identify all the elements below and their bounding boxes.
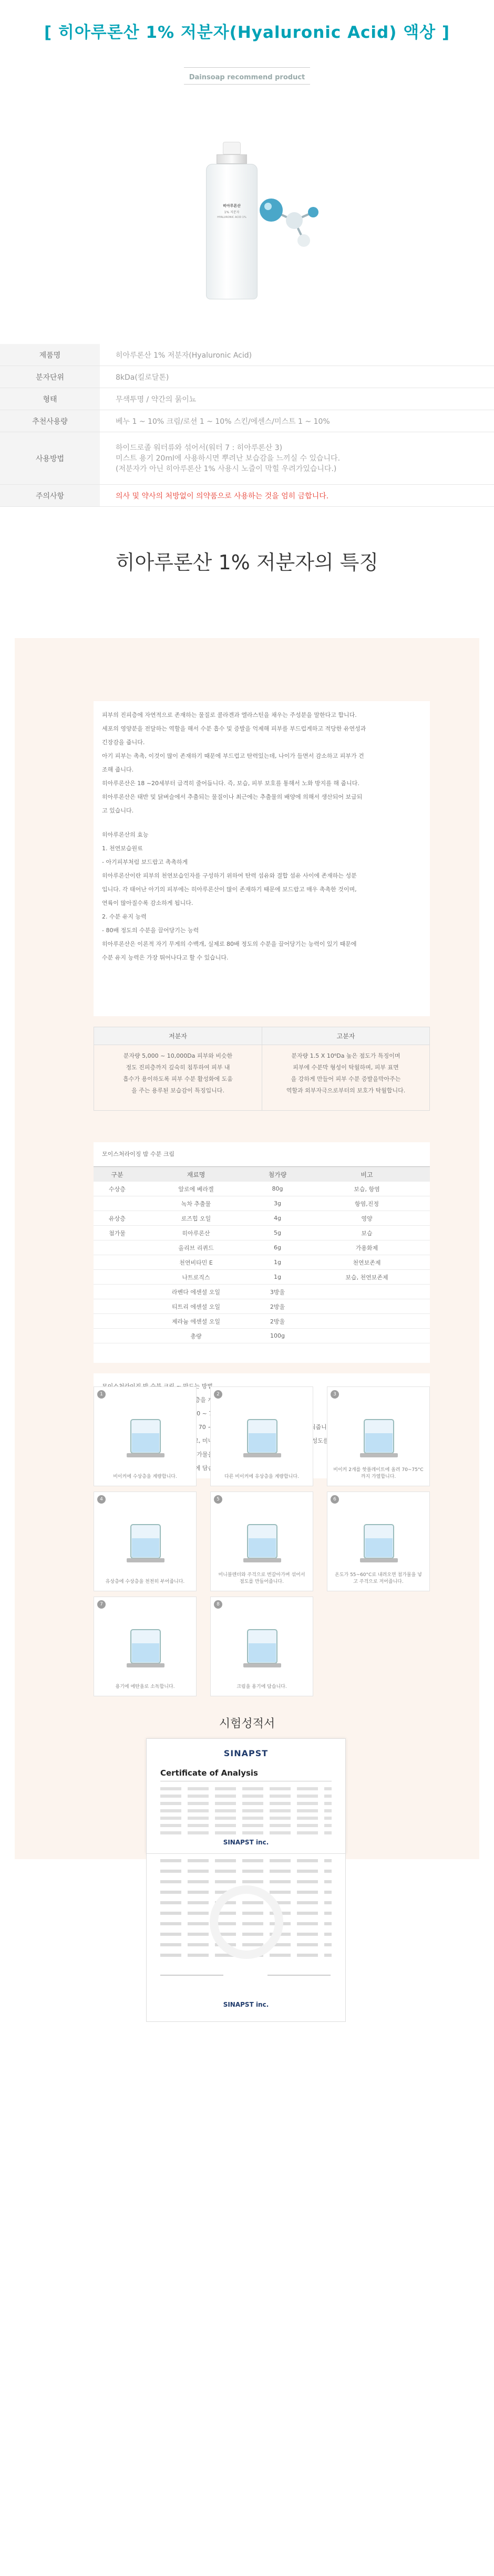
recipe-header: 구분 — [94, 1167, 141, 1182]
method-step: 70 맞춰줍니다. — [198, 1424, 334, 1431]
intro-text — [102, 708, 423, 818]
recipe-cell-amount: 3방울 — [251, 1285, 304, 1299]
recipe-cell-note: 천연보존제 — [304, 1255, 430, 1270]
recipe-cell-group — [94, 1196, 141, 1211]
desc-line: 역할과 외부자극으로부터의 보호가 탁월합니다. — [286, 1087, 406, 1094]
step-card — [94, 1597, 197, 1696]
effects-line: 2. 수분 유지 능력 — [102, 913, 147, 920]
step-number: 8 — [214, 1600, 222, 1609]
recipe-cell-name: 히아루론산 — [141, 1226, 251, 1240]
step-card — [327, 1492, 430, 1591]
desc-line: 을 강하게 만들어 피부 수분 증발을막아주는 — [291, 1076, 401, 1082]
info-key: 주의사항 — [0, 485, 100, 506]
recipe-cell-name: 천연비타민 E — [141, 1255, 251, 1270]
recipe-cell-group: 유상층 — [94, 1211, 141, 1226]
bottle-label-name: 1% 저분자 — [224, 211, 240, 214]
coa-row — [160, 1880, 332, 1883]
coa-footer-logo: SINAPST inc. — [223, 1839, 269, 1846]
intro-line: 조해 줍니다. — [102, 766, 134, 773]
effects-line: 입니다. 각 태어난 아기의 피부에는 히아루론산이 많이 존재하기 때문에 보드랍고 매우 촉촉한 것이며, — [102, 886, 357, 893]
recipe-header: 재료명 — [141, 1167, 251, 1182]
coa-row — [160, 1817, 332, 1820]
coa-row — [160, 1787, 332, 1790]
step-card — [94, 1492, 197, 1591]
signature-line — [267, 1975, 331, 1976]
step-illustration-icon — [232, 1504, 293, 1567]
usage-line: 미스트 용기 20ml에 사용하시면 뿌려난 보습감을 느끼실 수 있습니다. — [116, 454, 341, 463]
step-number: 2 — [214, 1390, 222, 1399]
step-number: 6 — [331, 1495, 339, 1504]
effects-line: 히아루론산은 이론적 자기 무게의 수백개, 실제로 80배 정도의 수분을 끌어당기는 능력이 있기 때문에 — [102, 941, 357, 947]
recipe-table — [94, 1166, 430, 1345]
info-value: 무색투명 / 약간의 묽이뇨 — [116, 395, 197, 404]
step-card — [210, 1386, 313, 1486]
usage-line: (저분자가 아닌 히아루론산 1% 사용시 노즐이 막힐 우려가있습니다.) — [116, 464, 337, 473]
recipe-cell-note: 가용화제 — [304, 1240, 430, 1255]
intro-line: 세포의 영양분을 전달하는 역할을 해서 수분 흡수 및 증발을 억제해 피부를 부드럽게하고 적당한 유연성과 — [102, 725, 366, 732]
method-step: 70 ~ — [193, 1410, 207, 1417]
method-step: 첨가물을 — [191, 1451, 214, 1458]
recipe-cell-group — [94, 1299, 141, 1314]
divider — [184, 67, 310, 68]
info-value: 히아루론산 1% 저분자(Hyaluronic Acid) — [116, 351, 252, 360]
intro-line: 아기 피부는 촉촉, 이것이 많이 존재하기 때문에 부드럽고 탄력있는데, 나이가 들면서 감소하고 피부가 건 — [102, 753, 364, 759]
recipe-cell-group — [94, 1314, 141, 1329]
info-row-usage — [0, 432, 494, 485]
effects-text — [102, 828, 423, 965]
intro-line: 히아루론산은 태반 및 닭벼슬에서 추출되는 물질이나 최근에는 추출물의 배양에 의해서 생산되어 보급되 — [102, 794, 363, 800]
effects-line: - 80배 정도의 수분을 끌어당기는 능력 — [102, 927, 199, 934]
info-key: 분자단위 — [0, 366, 100, 388]
coa-row — [160, 1859, 332, 1862]
recipe-cell-name: 올리브 리퀴드 — [141, 1240, 251, 1255]
feature-panel — [15, 638, 479, 1859]
step-illustration-icon — [115, 1609, 176, 1672]
recipe-header: 비고 — [304, 1167, 430, 1182]
effects-title: 히아루론산의 효능 — [102, 831, 149, 838]
recipe-cell-name: 티트리 에센셜 오일 — [141, 1299, 251, 1314]
method-step: 미니 성도를 — [202, 1437, 329, 1444]
bottle-label-en: HYALURONIC ACID 1% — [217, 216, 246, 219]
coa-section-title: 시험성적서 — [219, 1717, 275, 1730]
step-number: 1 — [97, 1390, 106, 1399]
recipe-cell-name: 로즈힙 오일 — [141, 1211, 251, 1226]
effects-line: 연륙이 많아질수록 감소하게 됩니다. — [102, 900, 193, 906]
recipe-cell-group — [94, 1255, 141, 1270]
bottle-label-brand: 히아루론산 — [223, 204, 241, 208]
info-row-dosage — [0, 410, 494, 432]
desc-line: 피부에 수분막 형성이 탁월하며, 피부 표면 — [293, 1064, 399, 1071]
recipe-cell-amount: 1g — [251, 1270, 304, 1285]
bottle-cap — [223, 142, 241, 154]
info-row-product-name — [0, 344, 494, 366]
recipe-cell-note: 항염,진정 — [304, 1196, 430, 1211]
step-card — [327, 1386, 430, 1486]
product-title: [ 히아루론산 1% 저분자(Hyaluronic Acid) 액상 ] — [44, 23, 450, 42]
recipe-cell-name: 녹차 추출물 — [141, 1196, 251, 1211]
desc-line: 을 주는 용루된 보습감이 특징입니다. — [131, 1087, 224, 1094]
recipe-cell-name: 총량 — [141, 1329, 251, 1343]
info-key: 사용방법 — [0, 432, 100, 484]
recipe-cell-amount: 2방울 — [251, 1314, 304, 1329]
recipe-cell-amount: 2방울 — [251, 1299, 304, 1314]
features-title: 히아루론산 1% 저분자의 특징 — [115, 551, 379, 574]
recipe-cell-note: 보습 — [304, 1226, 430, 1240]
step-illustration-icon — [348, 1399, 409, 1462]
effects-line: 1. 천연보습원료 — [102, 845, 143, 852]
coa-row — [160, 1802, 332, 1805]
info-key: 형태 — [0, 388, 100, 410]
step-illustration-icon — [232, 1399, 293, 1462]
recipe-cell-note — [304, 1329, 430, 1343]
divider — [184, 84, 310, 85]
step-card — [210, 1597, 313, 1696]
desc-line: 분자량 5,000 ~ 10,000Da 피부와 비슷한 — [123, 1052, 233, 1059]
step-number: 7 — [97, 1600, 106, 1609]
step-illustration-icon — [348, 1504, 409, 1567]
effects-line: 히아루론산이란 피부의 천연보습인자를 구성하기 위하여 탄력 섬유와 결합 섬유 사이에 존재하는 성분 — [102, 872, 357, 879]
low-molecular-desc — [94, 1045, 262, 1110]
recipe-cell-note — [304, 1285, 430, 1299]
step-caption: 비이커 2개를 핫플레이트에 올려 70~75°C까지 가열합니다. — [333, 1467, 424, 1479]
coa-heading: Certificate of Analysis — [160, 1768, 258, 1778]
coa-row — [160, 1809, 332, 1812]
coa-document-continued — [146, 1854, 346, 2022]
recipe-cell-amount: 1g — [251, 1255, 304, 1270]
coa-row — [160, 1870, 332, 1873]
molecule-illustration — [247, 179, 321, 252]
info-key: 추천사용량 — [0, 410, 100, 432]
recipe-cell-note: 영양 — [304, 1211, 430, 1226]
coa-watermark — [210, 1885, 283, 1959]
info-value: 8kDa(킬로달톤) — [116, 373, 169, 382]
signature-line — [160, 1975, 223, 1976]
step-caption: 비이커에 수상층을 계량합니다. — [113, 1474, 177, 1479]
intro-line: 긴장감을 줍니다. — [102, 739, 145, 746]
recipe-cell-name: 제라늄 에센셜 오일 — [141, 1314, 251, 1329]
step-illustration-icon — [232, 1609, 293, 1672]
coa-document — [146, 1738, 346, 1854]
molecular-comparison-table — [94, 1027, 430, 1111]
coa-footer-logo: SINAPST inc. — [223, 2001, 269, 2008]
recipe-cell-note: 보습, 항염 — [304, 1182, 430, 1196]
info-value: 베누 1 ~ 10% 크림/로션 1 ~ 10% 스킨/에센스/미스트 1 ~ 10% — [116, 417, 330, 426]
step-caption: 크림을 용기에 담습니다. — [236, 1684, 287, 1689]
coa-row — [160, 1831, 332, 1834]
recipe-cell-name: 알로에 베라겔 — [141, 1182, 251, 1196]
effects-line: - 아기피부처럼 보드랍고 촉촉하게 — [102, 859, 188, 865]
recipe-cell-amount: 80g — [251, 1182, 304, 1196]
info-key: 제품명 — [0, 344, 100, 366]
coa-row — [160, 1795, 332, 1798]
recipe-cell-group — [94, 1270, 141, 1285]
intro-line: 고 있습니다. — [102, 807, 134, 814]
intro-line: 히아루론산은 18 ~20세부터 급격히 줄어듭니다. 즉, 보습, 피부 보호를 통해서 노화 방지를 해 줍니다. — [102, 780, 359, 787]
coa-brand-logo: SINAPST — [223, 1748, 269, 1758]
recipe-title: 모이스처라이징 밤 수분 크림 — [102, 1151, 175, 1157]
recipe-card — [94, 1142, 430, 1363]
recipe-cell-group — [94, 1329, 141, 1343]
product-header — [0, 0, 494, 81]
step-illustration-icon — [115, 1399, 176, 1462]
recipe-cell-amount: 3g — [251, 1196, 304, 1211]
recipe-cell-group — [94, 1285, 141, 1299]
step-card — [210, 1492, 313, 1591]
recipe-cell-group — [94, 1240, 141, 1255]
recipe-cell-name: 나트로직스 — [141, 1270, 251, 1285]
step-caption: 온도가 55~60°C로 내려오면 첨가물을 넣고 주걱으로 저어줍니다. — [335, 1572, 422, 1584]
description-card — [94, 701, 430, 1016]
step-number: 4 — [97, 1495, 106, 1504]
recipe-cell-amount: 5g — [251, 1226, 304, 1240]
recipe-cell-group: 수상층 — [94, 1182, 141, 1196]
recipe-cell-note — [304, 1299, 430, 1314]
recipe-cell-amount: 100g — [251, 1329, 304, 1343]
effects-line: 수분 유지 능력은 가장 뛰어나다고 할 수 있습니다. — [102, 954, 229, 961]
product-subtitle: Dainsoap recommend product — [189, 74, 305, 81]
info-value — [116, 432, 478, 484]
recipe-header: 첨가량 — [251, 1167, 304, 1182]
step-illustration-icon — [115, 1504, 176, 1567]
recipe-cell-note: 보습, 천연보존제 — [304, 1270, 430, 1285]
step-caption: 다른 비이커에 유상층을 계량합니다. — [224, 1474, 299, 1479]
low-molecular-header: 저분자 — [94, 1027, 262, 1045]
step-caption: 용기에 에탄올로 소독합니다. — [115, 1684, 175, 1689]
high-molecular-desc — [262, 1045, 429, 1110]
desc-line: 정도 진피층까지 깊숙히 침투하여 피부 내 — [126, 1064, 230, 1071]
step-caption: 미니블렌더와 주걱으로 번갈아가며 섞어서 점도를 만들어줍니다. — [218, 1572, 305, 1584]
info-row-form — [0, 388, 494, 410]
recipe-cell-amount: 4g — [251, 1211, 304, 1226]
info-row-caution — [0, 485, 494, 507]
step-number: 3 — [331, 1390, 339, 1399]
info-row-molecular-unit — [0, 366, 494, 388]
recipe-cell-group: 첨가물 — [94, 1226, 141, 1240]
caution-text: 의사 및 약사의 처방없이 의약품으로 사용하는 것을 엄히 금합니다. — [116, 492, 329, 500]
recipe-cell-amount: 6g — [251, 1240, 304, 1255]
step-card — [94, 1386, 197, 1486]
bottle-neck — [217, 154, 247, 164]
high-molecular-header: 고분자 — [262, 1027, 429, 1045]
coa-row — [160, 1824, 332, 1827]
intro-line: 피부의 진피층에 자연적으로 존재하는 물질로 콜라겐과 엘라스틴을 채우는 주성분을 말한다고 합니다. — [102, 712, 357, 718]
method-title: 방법 — [201, 1383, 213, 1390]
recipe-cell-note — [304, 1314, 430, 1329]
step-caption: 유상층에 수상층을 천천히 부어줍니다. — [105, 1579, 185, 1584]
desc-line: 흡수가 용이하도록 피부 수분 활성화에 도움 — [123, 1076, 233, 1082]
desc-line: 분자량 1.5 X 10⁶Da 높은 점도가 특징이며 — [291, 1052, 400, 1059]
step-number: 5 — [214, 1495, 222, 1504]
usage-line: 하이드로졸 워터류와 섞어서(워터 7 : 히아루론산 3) — [116, 443, 283, 452]
recipe-cell-name: 라벤다 에센셜 오일 — [141, 1285, 251, 1299]
